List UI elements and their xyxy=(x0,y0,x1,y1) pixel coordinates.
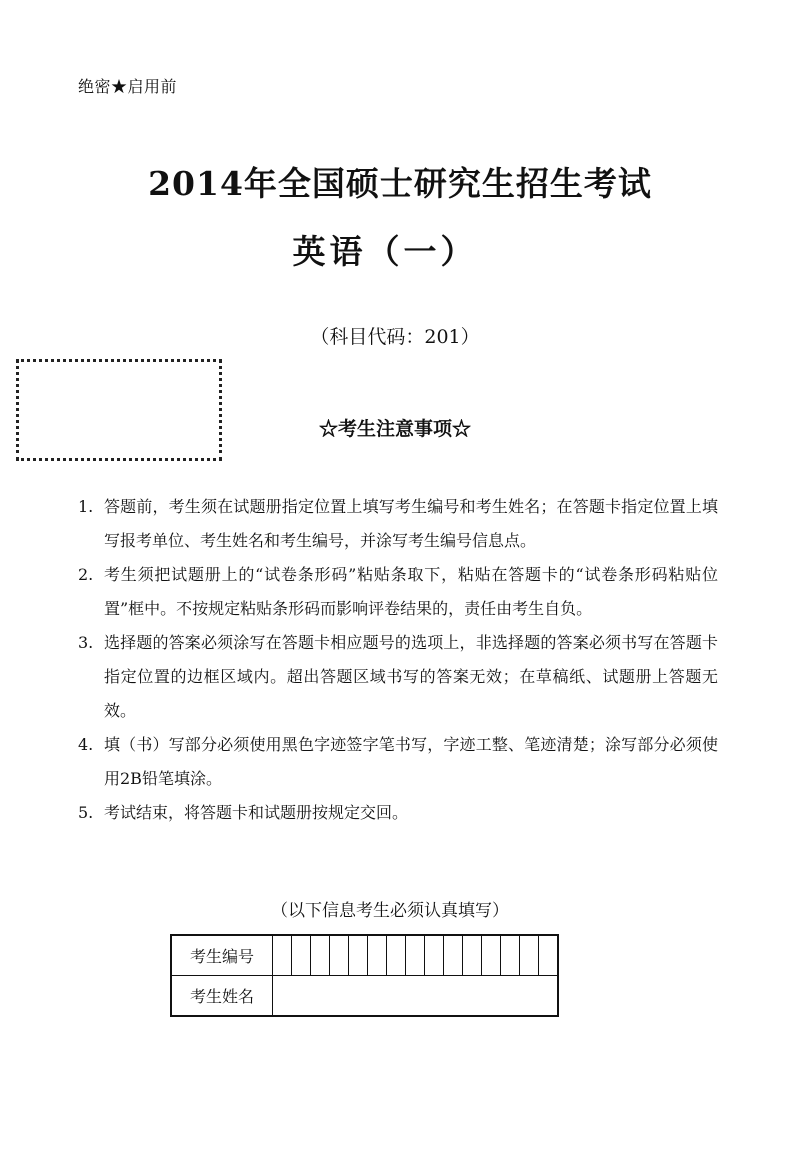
instruction-number: 4. xyxy=(78,735,94,754)
name-label: 考生姓名 xyxy=(171,976,273,1017)
exam-number-label: 考生编号 xyxy=(171,935,273,976)
exam-number-digit-cell[interactable] xyxy=(444,935,463,976)
exam-number-digit-cell[interactable] xyxy=(387,935,406,976)
exam-number-digit-cell[interactable] xyxy=(349,935,368,976)
instruction-number: 5. xyxy=(78,803,94,822)
instruction-text: 答题前，考生须在试题册指定位置上填写考生编号和考生姓名；在答题卡指定位置上填写报考单位、考生姓名和考生编号，并涂写考生编号信息点。 xyxy=(104,497,718,550)
instruction-number: 3. xyxy=(78,633,94,652)
instruction-text: 考试结束，将答题卡和试题册按规定交回。 xyxy=(104,803,409,822)
exam-number-digit-cell[interactable] xyxy=(539,935,559,976)
instruction-item xyxy=(78,558,718,626)
exam-title: 2014年全国硕士研究生招生考试 xyxy=(148,164,652,203)
instruction-number: 1. xyxy=(78,497,94,516)
exam-number-digit-cell[interactable] xyxy=(311,935,330,976)
exam-number-digit-cell[interactable] xyxy=(520,935,539,976)
instruction-item xyxy=(78,796,718,830)
candidate-info-table xyxy=(170,934,559,1017)
confidential-mark: 绝密★启用前 xyxy=(78,77,178,96)
exam-number-digit-cell[interactable] xyxy=(273,935,292,976)
exam-number-digit-cell[interactable] xyxy=(330,935,349,976)
barcode-placeholder-box xyxy=(16,359,222,461)
instruction-number: 2. xyxy=(78,565,94,584)
subject-title: 英语（一） xyxy=(292,232,478,271)
exam-number-digit-cell[interactable] xyxy=(482,935,501,976)
exam-number-row xyxy=(171,935,558,976)
exam-number-digit-cell[interactable] xyxy=(406,935,425,976)
exam-number-digit-cell[interactable] xyxy=(368,935,387,976)
instruction-text: 选择题的答案必须涂写在答题卡相应题号的选项上，非选择题的答案必须书写在答题卡指定位置的边框区域内。超出答题区域书写的答案无效；在草稿纸、试题册上答题无效。 xyxy=(104,633,718,720)
instructions-list xyxy=(78,490,718,830)
instruction-item xyxy=(78,490,718,558)
exam-number-digit-cell[interactable] xyxy=(425,935,444,976)
instruction-text: 填（书）写部分必须使用黑色字迹签字笔书写，字迹工整、笔迹清楚；涂写部分必须使用2B铅笔填涂。 xyxy=(104,735,718,788)
notice-heading: ☆考生注意事项☆ xyxy=(318,418,471,440)
exam-number-digit-cell[interactable] xyxy=(292,935,311,976)
exam-number-digit-cell[interactable] xyxy=(501,935,520,976)
name-row xyxy=(171,976,558,1017)
fill-instruction-note: （以下信息考生必须认真填写） xyxy=(271,901,509,921)
instruction-item xyxy=(78,626,718,728)
subject-code: （科目代码：201） xyxy=(310,326,480,348)
instruction-text: 考生须把试题册上的“试卷条形码”粘贴条取下，粘贴在答题卡的“试卷条形码粘贴位置”框中。不按规定粘贴条形码而影响评卷结果的，责任由考生自负。 xyxy=(104,565,718,618)
name-field[interactable] xyxy=(273,976,559,1017)
exam-number-digit-cell[interactable] xyxy=(463,935,482,976)
instruction-item xyxy=(78,728,718,796)
